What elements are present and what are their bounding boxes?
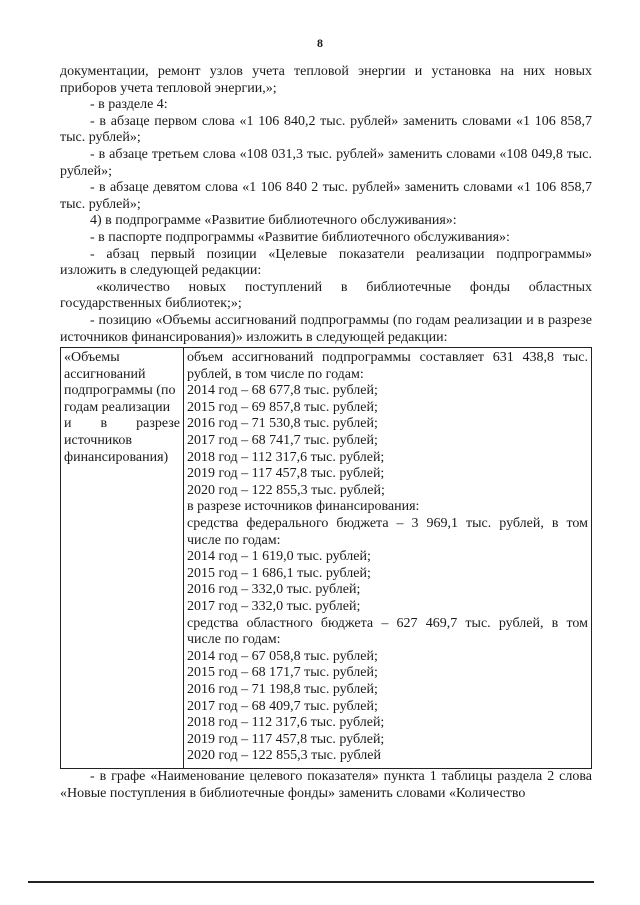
value-line: 2020 год – 122 855,3 тыс. рублей;	[187, 482, 385, 498]
paragraph-target-indicators: - абзац первый позиции «Целевые показатели реализации подпрограммы» изложить в следующей редакции:	[60, 246, 592, 279]
table-cell-label	[61, 348, 184, 769]
value-line: 2015 год – 1 686,1 тыс. рублей;	[187, 565, 371, 581]
value-line: 2019 год – 117 457,8 тыс. рублей;	[187, 731, 385, 747]
value-line: 2018 год – 112 317,6 тыс. рублей;	[187, 715, 385, 731]
paragraph-ninth-abzac: - в абзаце девятом слова «1 106 840 2 тыс. рублей» заменить словами «1 106 858,7 тыс. рублей»;	[60, 180, 592, 212]
allocations-table	[60, 347, 592, 769]
table-cell-values	[184, 348, 592, 769]
page-number: 8	[317, 36, 323, 50]
paragraph-continuation: документации, ремонт узлов учета тепловой энергии и установка на них новых приборов учета тепловой энергии,»;	[60, 64, 592, 96]
value-line: числе по годам:	[187, 532, 281, 548]
value-line: в разрезе источников финансирования:	[187, 499, 420, 515]
value-line: 2014 год – 68 677,8 тыс. рублей;	[187, 383, 378, 399]
value-line: 2016 год – 332,0 тыс. рублей;	[187, 582, 361, 598]
value-line: 2017 год – 332,0 тыс. рублей;	[187, 599, 361, 614]
paragraph-allocations-position: - позицию «Объемы ассигнований подпрограммы (по годам реализации и в разрезе источников финансирования)» изложить в следующей редакции:	[60, 312, 592, 345]
value-line: 2017 год – 68 741,7 тыс. рублей;	[187, 433, 378, 449]
value-line: 2016 год – 71 530,8 тыс. рублей;	[187, 416, 378, 432]
label-line: источников	[64, 433, 133, 449]
value-line: 2014 год – 67 058,8 тыс. рублей;	[187, 648, 378, 664]
paragraph-passport: - в паспорте подпрограммы «Развитие библиотечного обслуживания»:	[90, 229, 510, 245]
label-line: подпрограммы (по	[64, 383, 176, 399]
value-line: 2016 год – 71 198,8 тыс. рублей;	[187, 681, 378, 697]
value-line: 2019 год – 117 457,8 тыс. рублей;	[187, 466, 385, 482]
value-line: средства областного бюджета – 627 469,7 тыс. рублей, в том	[187, 615, 588, 631]
label-line: «Объемы	[64, 350, 120, 366]
value-line: 2017 год – 68 409,7 тыс. рублей;	[187, 698, 378, 714]
paragraph-first-abzac: - в абзаце первом слова «1 106 840,2 тыс. рублей» заменить словами «1 106 858,7 тыс. рублей»;	[60, 113, 592, 146]
paragraph-quoted-indicator: «количество новых поступлений в библиотечные фонды областных государственных библиотек;»;	[60, 279, 592, 312]
value-line: объем ассигнований подпрограммы составляет 631 438,8 тыс.	[187, 350, 588, 366]
value-line: 2020 год – 122 855,3 тыс. рублей	[187, 748, 381, 764]
label-line: финансирования)	[64, 449, 169, 465]
value-line: 2018 год – 112 317,6 тыс. рублей;	[187, 449, 385, 465]
document-body	[60, 64, 592, 802]
paragraph-subprogram-heading: 4) в подпрограмме «Развитие библиотечного обслуживания»:	[90, 213, 457, 229]
value-line: 2015 год – 69 857,8 тыс. рублей;	[187, 399, 378, 415]
label-line: ассигнований	[64, 366, 146, 382]
value-line: средства федерального бюджета – 3 969,1 тыс. рублей, в том	[187, 516, 588, 532]
paragraph-target-name-column: - в графе «Наименование целевого показателя» пункта 1 таблицы раздела 2 слова «Новые поступления в библиотечные фонды» заменить словами «Количество	[60, 768, 592, 801]
value-line: 2015 год – 68 171,7 тыс. рублей;	[187, 665, 378, 681]
value-line: числе по годам:	[187, 632, 281, 648]
label-line: годам реализации	[64, 399, 171, 415]
label-line: и в разрезе	[64, 416, 180, 432]
paragraph-third-abzac: - в абзаце третьем слова «108 031,3 тыс. рублей» заменить словами «108 049,8 тыс. рублей»;	[60, 146, 592, 179]
value-line: 2014 год – 1 619,0 тыс. рублей;	[187, 549, 371, 565]
table-row	[61, 348, 592, 769]
paragraph-section-4: - в разделе 4:	[90, 97, 168, 113]
footer-rule	[28, 881, 594, 883]
value-line: рублей, в том числе по годам:	[187, 366, 364, 382]
